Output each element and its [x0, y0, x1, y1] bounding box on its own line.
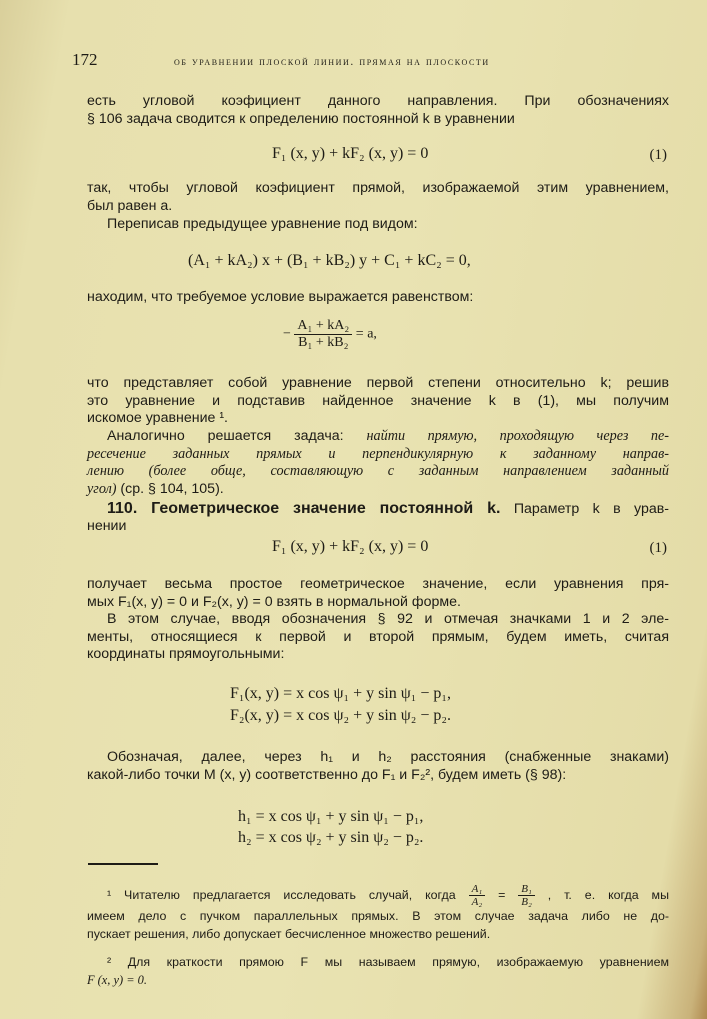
text-span: Параметр k в урав- — [500, 501, 669, 517]
text-line: ² Для краткости прямою F мы называем прямую, изображаемую уравнением — [107, 955, 669, 969]
text-line: так, чтобы угловой коэфициент прямой, изображаемой этим уравнением, — [87, 180, 669, 196]
paragraph-9 — [87, 749, 669, 784]
paragraph-4 — [87, 289, 669, 307]
equation-2: (A₁ + kA₂) x + (B₁ + kB₂) y + C₁ + kC₂ = 0, — [188, 252, 471, 269]
text-span: , т. е. когда мы — [547, 888, 669, 902]
text-span: ¹ Читателю предлагается исследовать случай, когда — [107, 888, 456, 902]
equation-4: F₁ (x, y) + kF₂ (x, y) = 0 — [272, 538, 429, 555]
denominator: B₂ — [521, 896, 532, 909]
paragraph-2 — [87, 180, 669, 215]
fraction — [294, 318, 352, 351]
equation-6b: h₂ = x cos ψ₂ + y sin ψ₂ − p₂. — [238, 829, 424, 846]
equation-number: (1) — [649, 540, 667, 556]
equation-1: F₁ (x, y) + kF₂ (x, y) = 0 — [272, 145, 429, 162]
denominator: A₂ — [471, 896, 483, 909]
page-number: 172 — [72, 50, 98, 69]
text-line: есть угловой коэфициент данного направления. При обозначениях — [87, 93, 669, 109]
equals-sign: = — [498, 888, 506, 902]
text-line: что представляет собой уравнение первой степени относительно k; решив — [87, 375, 669, 391]
text-line — [87, 881, 669, 909]
text-line: лению (более обще, составляющую с заданным направлением заданный — [87, 463, 669, 479]
equation-5a: F₁(x, y) = x cos ψ₁ + y sin ψ₁ − p₁, — [230, 685, 451, 702]
text-line: F (x, y) = 0. — [87, 972, 147, 987]
text-line: какой-либо точки M (x, y) соответственно до F₁ и F₂², будем иметь (§ 98): — [87, 766, 567, 783]
equation-number: (1) — [649, 147, 667, 163]
numerator: A₁ + kA₂ — [294, 318, 352, 335]
text-line: имеем дело с пучком параллельных прямых. В этом случае задача либо не до- — [87, 909, 669, 923]
footnote-divider — [88, 863, 158, 865]
running-title: об уравнении плоской линии. прямая на плоскости — [174, 56, 490, 68]
paragraph-1 — [87, 93, 669, 128]
equation-5b: F₂(x, y) = x cos ψ₂ + y sin ψ₂ − p₂. — [230, 707, 451, 724]
text-line — [87, 428, 669, 446]
text-line: получает весьма простое геометрическое значение, если уравнения пря- — [87, 576, 669, 592]
text-line: находим, что требуемое условие выражается равенством: — [87, 289, 474, 305]
text-line: искомое уравнение ¹. — [87, 410, 228, 426]
denominator: B₁ + kB₂ — [298, 335, 349, 350]
text-line: Обозначая, далее, через h₁ и h₂ расстояния (снабженные знаками) — [107, 749, 669, 765]
paragraph-7 — [87, 576, 669, 611]
text-line: В этом случае, вводя обозначения § 92 и отмечая значками 1 и 2 эле- — [107, 611, 669, 627]
text-line: нении — [87, 517, 127, 534]
paragraph-6 — [87, 428, 669, 498]
text-span: (ср. § 104, 105). — [116, 480, 224, 497]
text-line: менты, относящиеся к первой и второй прямым, будем иметь, считая — [87, 628, 669, 645]
text-line: Переписав предыдущее уравнение под видом: — [107, 216, 418, 232]
footnote-2 — [87, 955, 669, 990]
text-span: Аналогично решается задача: — [107, 428, 367, 444]
numerator: A₁ — [469, 883, 486, 896]
text-line: мых F₁(x, y) = 0 и F₂(x, y) = 0 взять в нормальной форме. — [87, 593, 461, 610]
paragraph-5 — [87, 375, 669, 428]
text-line: § 106 задача сводится к определению постоянной k в уравнении — [87, 110, 515, 127]
fraction — [469, 883, 486, 908]
section-heading: 110. Геометрическое значение постоянной k. — [107, 500, 501, 517]
text-line: координаты прямоугольными: — [87, 646, 285, 662]
text-line: пускает решения, либо допускает бесчисленное множество решений. — [87, 926, 491, 941]
equation-6a: h₁ = x cos ψ₁ + y sin ψ₁ − p₁, — [238, 808, 424, 825]
italic-span: угол) — [87, 480, 117, 497]
italic-span: найти прямую, проходящую через пе- — [366, 428, 669, 444]
paragraph-8 — [87, 611, 669, 664]
footnote-1 — [87, 881, 669, 944]
text-line — [87, 481, 669, 499]
text-line: это уравнение и подставив найденное значение k в (1), мы получим — [87, 392, 669, 409]
equation-3 — [283, 318, 377, 351]
minus-sign: − — [283, 326, 291, 342]
section-110 — [87, 500, 669, 535]
numerator: B₁ — [518, 883, 535, 896]
text-line: был равен a. — [87, 197, 173, 214]
rhs: = a, — [355, 326, 377, 342]
text-line: ресечение заданных прямых и перпендикулярную к заданному направ- — [87, 445, 669, 462]
fraction — [518, 883, 535, 908]
text-line — [87, 500, 669, 518]
paragraph-3 — [87, 216, 669, 234]
